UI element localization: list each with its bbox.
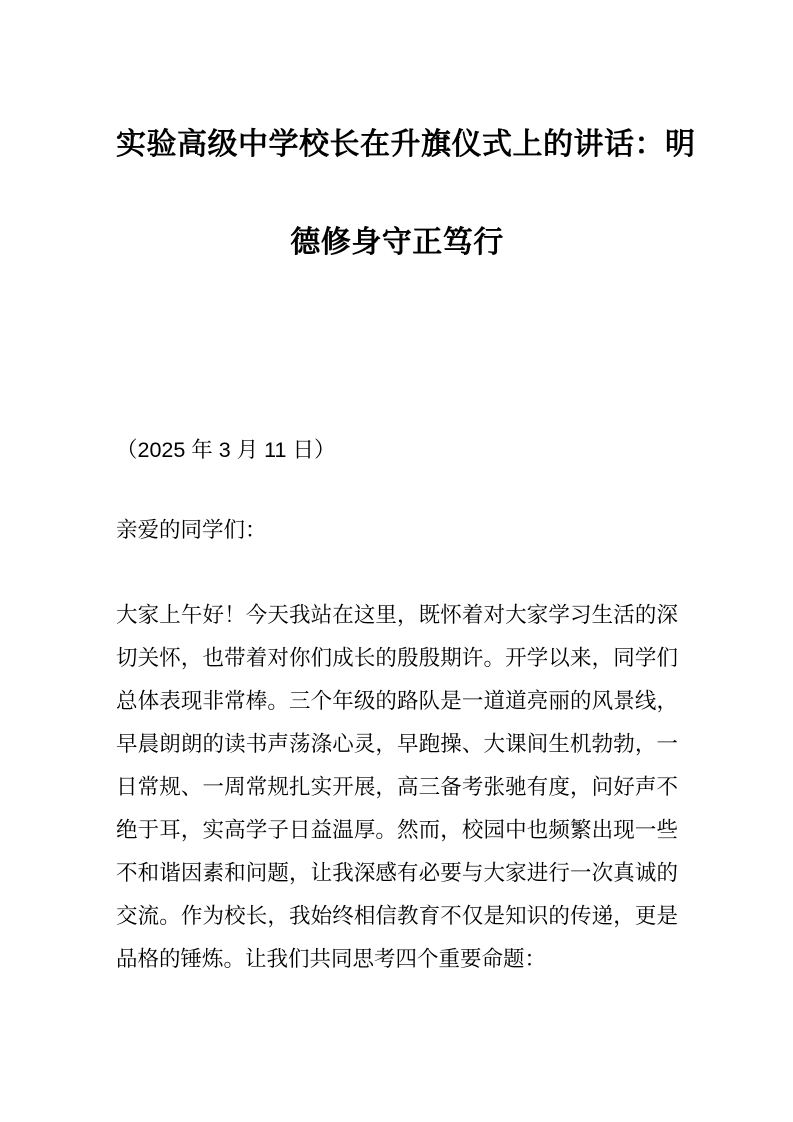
body-line: 切关怀，也带着对你们成长的殷殷期许。开学以来，同学们 — [116, 646, 678, 670]
body-line: 总体表现非常棒。三个年级的路队是一道道亮丽的风景线， — [116, 689, 678, 713]
body-paragraph — [116, 594, 678, 981]
greeting-line: 亲爱的同学们： — [116, 518, 267, 542]
body-line: 大家上午好！今天我站在这里，既怀着对大家学习生活的深 — [116, 603, 678, 627]
body-line: 日常规、一周常规扎实开展，高三备考张驰有度，问好声不 — [116, 775, 678, 799]
body-line: 不和谐因素和问题，让我深感有必要与大家进行一次真诚的 — [116, 861, 678, 885]
document-title — [116, 96, 696, 292]
body-line: 早晨朗朗的读书声荡涤心灵，早跑操、大课间生机勃勃，一 — [116, 732, 678, 756]
body-line: 绝于耳，实高学子日益温厚。然而，校园中也频繁出现一些 — [116, 818, 678, 842]
date-line: （2025 年 3 月 11 日） — [116, 438, 336, 462]
body-line: 交流。作为校长，我始终相信教育不仅是知识的传递，更是 — [116, 904, 678, 928]
title-line-2: 德修身守正笃行 — [290, 226, 504, 259]
body-line: 品格的锤炼。让我们共同思考四个重要命题： — [116, 947, 547, 971]
title-line-1: 实验高级中学校长在升旗仪式上的讲话：明 — [116, 128, 696, 161]
